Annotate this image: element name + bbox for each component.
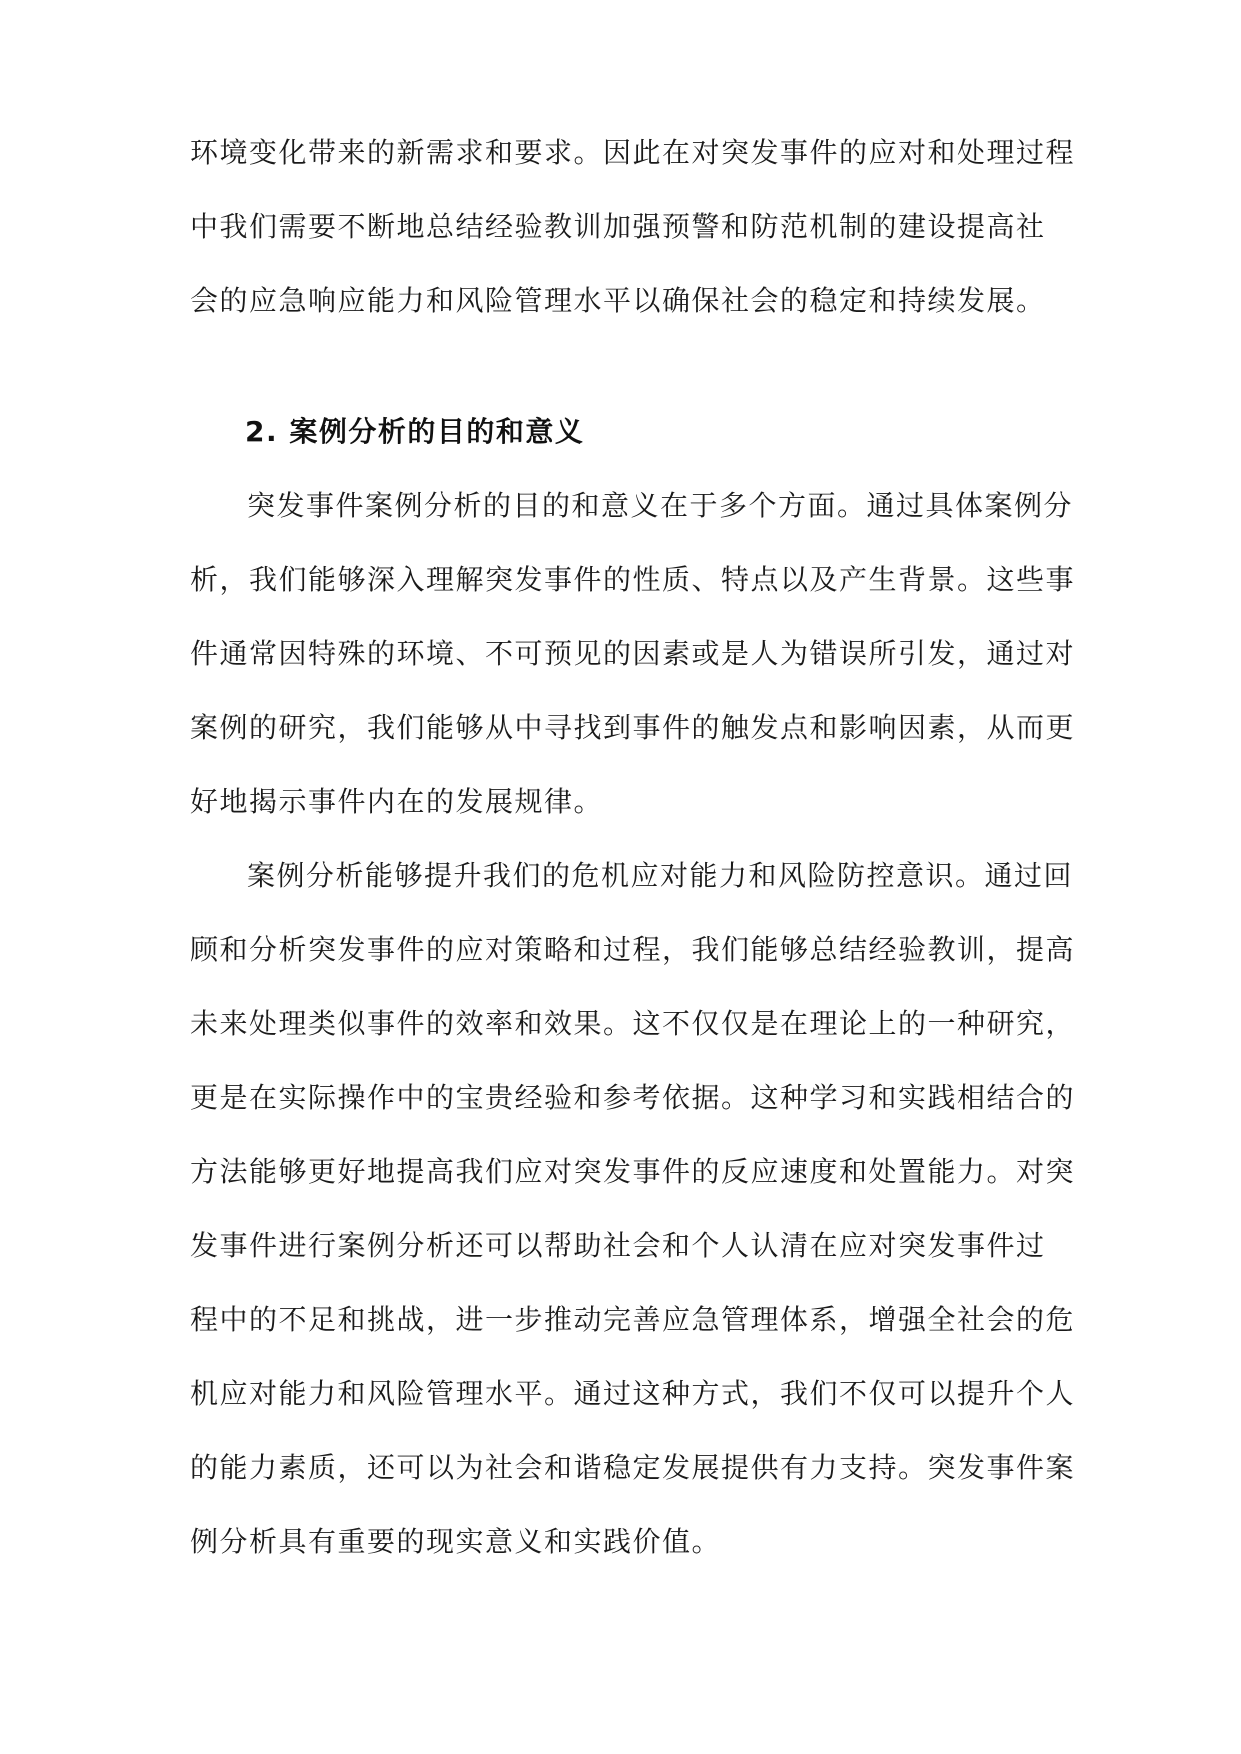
text-line: 会的应急响应能力和风险管理水平以确保社会的稳定和持续发展。	[190, 284, 1046, 317]
text-line: 案例的研究，我们能够从中寻找到事件的触发点和影响因素，从而更	[190, 711, 1076, 744]
text-line: 环境变化带来的新需求和要求。因此在对突发事件的应对和处理过程	[190, 136, 1076, 169]
text-line: 好地揭示事件内在的发展规律。	[190, 785, 604, 818]
text-line: 更是在实际操作中的宝贵经验和参考依据。这种学习和实践相结合的	[190, 1081, 1076, 1114]
text-line: 析，我们能够深入理解突发事件的性质、特点以及产生背景。这些事	[190, 563, 1076, 596]
paragraph-first-line: 案例分析能够提升我们的危机应对能力和风险防控意识。通过回	[247, 859, 1074, 892]
text-line: 机应对能力和风险管理水平。通过这种方式，我们不仅可以提升个人	[190, 1377, 1076, 1410]
text-line: 发事件进行案例分析还可以帮助社会和个人认清在应对突发事件过	[190, 1229, 1046, 1262]
text-line: 顾和分析突发事件的应对策略和过程，我们能够总结经验教训，提高	[190, 933, 1076, 966]
paragraph-first-line: 突发事件案例分析的目的和意义在于多个方面。通过具体案例分	[247, 489, 1074, 522]
text-line: 程中的不足和挑战，进一步推动完善应急管理体系，增强全社会的危	[190, 1303, 1076, 1336]
text-line: 的能力素质，还可以为社会和谐稳定发展提供有力支持。突发事件案	[190, 1451, 1076, 1484]
text-line: 中我们需要不断地总结经验教训加强预警和防范机制的建设提高社	[190, 210, 1046, 243]
text-line: 未来处理类似事件的效率和效果。这不仅仅是在理论上的一种研究，	[190, 1007, 1076, 1040]
text-line: 件通常因特殊的环境、不可预见的因素或是人为错误所引发，通过对	[190, 637, 1076, 670]
text-line: 例分析具有重要的现实意义和实践价值。	[190, 1525, 722, 1558]
text-line: 方法能够更好地提高我们应对突发事件的反应速度和处置能力。对突	[190, 1155, 1076, 1188]
section-heading: 2. 案例分析的目的和意义	[245, 415, 585, 448]
